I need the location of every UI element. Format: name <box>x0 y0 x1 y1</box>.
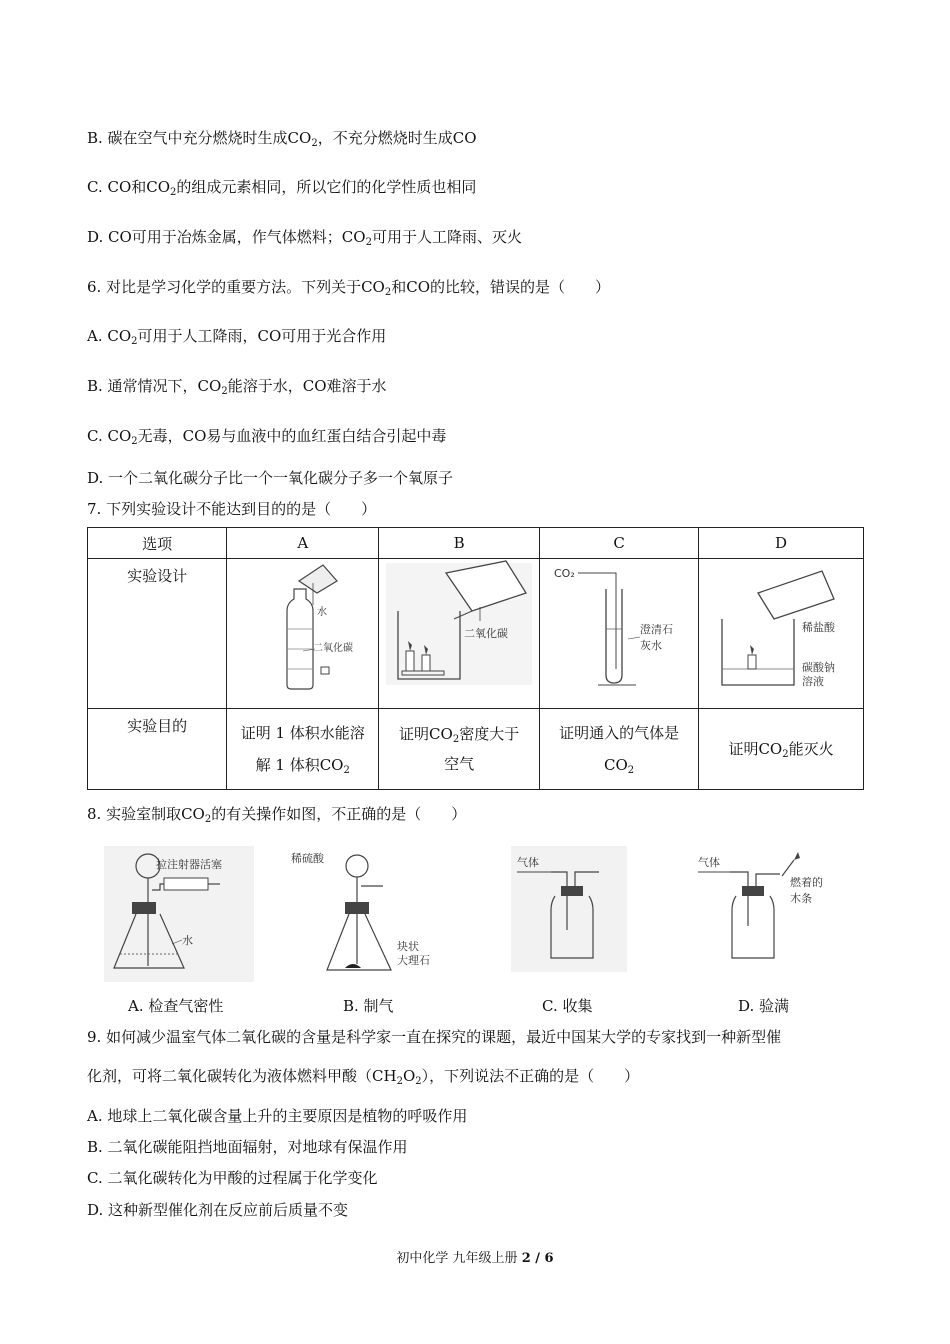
q8-caption-c: C. 收集 <box>542 997 593 1015</box>
plastic-bottle-figure <box>243 559 363 699</box>
q7-header-a: A <box>227 528 379 559</box>
q6-stem: 6. 对比是学习化学的重要方法。下列关于$CO_2$和CO的比较，错误的是（ ） <box>87 278 611 298</box>
burning-stick-label-1: 燃着的 <box>790 876 823 889</box>
gas-inlet-label: 气体 <box>517 856 539 869</box>
q9-option-c: C. 二氧化碳转化为甲酸的过程属于化学变化 <box>87 1169 378 1187</box>
page-footer: 初中化学 九年级上册 2 / 6 <box>396 1251 554 1266</box>
hydrochloric-acid-label: 稀盐酸 <box>802 621 836 634</box>
q8-stem: 8. 实验室制取$CO_2$的有关操作如图，不正确的是（ ） <box>87 805 467 825</box>
syringe-label: 拉注射器活塞 <box>156 858 222 871</box>
q7-table <box>87 527 864 790</box>
q7-header-c: C <box>540 528 699 559</box>
gas-inlet-label: 气体 <box>698 856 720 869</box>
q7-figure-a <box>227 559 379 709</box>
q7-header-option: 选项 <box>88 528 227 559</box>
airtightness-check-figure <box>104 846 254 982</box>
gas-generation-figure <box>287 846 437 982</box>
q6-option-c: C. $CO_2$无毒，CO易与血液中的血红蛋白结合引起中毒 <box>87 427 447 447</box>
sodium-carbonate-label-2: 溶液 <box>802 675 825 688</box>
q7-goal-c: 证明通入的气体是 $CO_2$ <box>540 709 699 790</box>
q9-option-b: B. 二氧化碳能阻挡地面辐射，对地球有保温作用 <box>87 1138 408 1156</box>
page-number: 2 / 6 <box>521 1251 554 1266</box>
q7-goal-label: 实验目的 <box>88 709 227 790</box>
limewater-label-1: 澄清石 <box>640 623 674 636</box>
test-tube-figure <box>544 559 694 699</box>
q7-goal-a: 证明 1 体积水能溶 解 1 体积$CO_2$ <box>227 709 379 790</box>
q7-design-label: 实验设计 <box>88 559 227 709</box>
q7-goal-row <box>88 709 864 790</box>
q9-option-d: D. 这种新型催化剂在反应前后质量不变 <box>87 1201 349 1219</box>
co2-inlet-label: CO₂ <box>554 567 575 580</box>
marble-label-2: 大理石 <box>397 954 430 967</box>
q5-option-c: C. CO和$CO_2$的组成元素相同，所以它们的化学性质也相同 <box>87 178 477 198</box>
q8-caption-b: B. 制气 <box>343 997 394 1015</box>
q9-option-a: A. 地球上二氧化碳含量上升的主要原因是植物的呼吸作用 <box>87 1107 468 1125</box>
q7-header-row <box>88 528 864 559</box>
q7-header-d: D <box>699 528 864 559</box>
beaker-acid-figure <box>706 559 856 699</box>
q7-goal-d: 证明$CO_2$能灭火 <box>699 709 864 790</box>
q7-figure-b <box>379 559 540 709</box>
q6-option-b: B. 通常情况下，$CO_2$能溶于水，CO难溶于水 <box>87 377 387 397</box>
sulfuric-acid-label: 稀硫酸 <box>291 852 324 865</box>
q8-caption-a: A. 检查气密性 <box>128 997 224 1015</box>
q7-header-b: B <box>379 528 540 559</box>
burning-stick-label-2: 木条 <box>790 892 812 905</box>
sodium-carbonate-label-1: 碳酸钠 <box>802 661 836 674</box>
q7-stem: 7. 下列实验设计不能达到目的的是（ ） <box>87 500 377 518</box>
q5-option-b: B. 碳在空气中充分燃烧时生成$CO_2$，不充分燃烧时生成CO <box>87 129 477 149</box>
q6-option-d: D. 一个二氧化碳分子比一个一氧化碳分子多一个氧原子 <box>87 469 454 487</box>
co2-label: 二氧化碳 <box>464 627 509 640</box>
limewater-label-2: 灰水 <box>640 639 663 652</box>
q9-stem-line-1: 9. 如何减少温室气体二氧化碳的含量是科学家一直在探究的课题，最近中国某大学的专家找到一种新型催 <box>87 1028 782 1046</box>
q6-option-a: A. $CO_2$可用于人工降雨，CO可用于光合作用 <box>87 327 387 347</box>
q5-option-d: D. CO可用于冶炼金属，作气体燃料；$CO_2$可用于人工降雨、灭火 <box>87 228 522 248</box>
gas-collection-figure <box>511 846 627 972</box>
co2-label: 二氧化碳 <box>312 643 353 654</box>
q7-goal-b: 证明$CO_2$密度大于 空气 <box>379 709 540 790</box>
q8-caption-d: D. 验满 <box>738 997 790 1015</box>
water-label: 水 <box>182 934 193 947</box>
beaker-candles-figure <box>384 559 534 699</box>
water-label: 水 <box>316 607 327 618</box>
gas-check-full-figure <box>694 846 854 972</box>
q7-figure-d <box>699 559 864 709</box>
q7-design-row <box>88 559 864 709</box>
q7-figure-c <box>540 559 699 709</box>
q9-stem-line-2: 化剂，可将二氧化碳转化为液体燃料甲酸$(CH_2O_2)$，下列说法不正确的是（ ） <box>87 1067 640 1087</box>
marble-label-1: 块状 <box>397 940 419 953</box>
